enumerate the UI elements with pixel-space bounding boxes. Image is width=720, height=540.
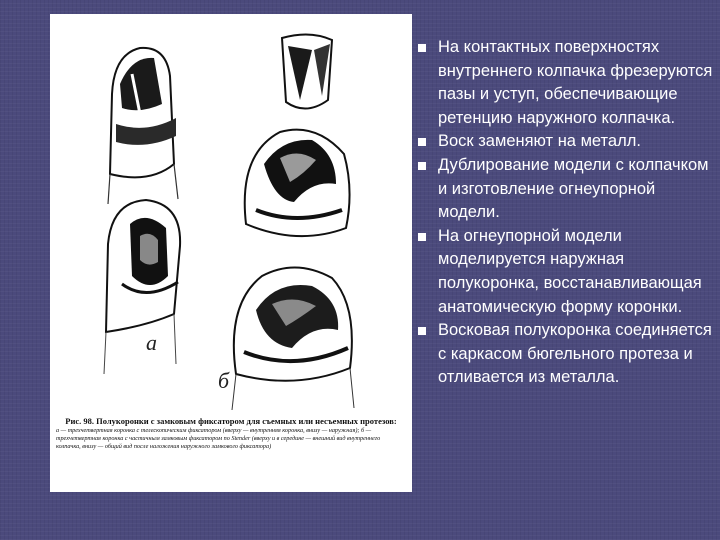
crown-b-bottom-illustration [232, 267, 354, 410]
square-bullet-icon [418, 327, 426, 335]
square-bullet-icon [418, 138, 426, 146]
bullet-text: На огнеупорной модели моделируется наружная полукоронка, восстанавливающая анатомическую форму коронки. [438, 226, 702, 316]
bullet-item [418, 36, 718, 130]
bullet-text: Восковая полукоронка соединяется с каркасом бюгельного протеза и отливается из металла. [438, 321, 712, 387]
figure-label-a: а [146, 330, 157, 355]
bullet-item [418, 319, 718, 390]
crown-a-upper-illustration [108, 48, 178, 204]
dental-crown-figure [50, 14, 412, 492]
bullet-text: На контактных поверхностях внутреннего колпачка фрезеруются пазы и уступ, обеспечивающие ретенцию наружного колпачка. [438, 38, 713, 127]
bullet-item [418, 225, 718, 319]
bullet-item [418, 130, 718, 154]
bullet-text: Воск заменяют на металл. [438, 132, 641, 151]
bullet-text: Дублирование модели с колпачком и изготовление огнеупорной модели. [438, 155, 709, 222]
bullet-list [418, 36, 718, 390]
caption-title: Рис. 98. Полукоронки с замковым фиксатором для съемных или несъемных протезов: [65, 416, 397, 426]
figure-caption [56, 416, 406, 452]
caption-text: а — трехчетвертная коронка с телескопическим фиксатором (вверху — внутренняя коронка, внизу — наружная); б — трехчетвертная коронка с частичным замковым фиксатором по Stender (вверху и в середине — внешний вид внутреннего колпачка, внизу — общий вид после наложения наружного замкового фиксатора) [56, 427, 381, 451]
square-bullet-icon [418, 233, 426, 241]
bullet-item [418, 154, 718, 225]
square-bullet-icon [418, 44, 426, 52]
square-bullet-icon [418, 162, 426, 170]
crown-b-top-illustration [282, 34, 332, 108]
crown-a-lower-illustration [104, 200, 180, 374]
crown-b-middle-illustration [245, 130, 350, 236]
figure-label-b: б [218, 368, 230, 393]
